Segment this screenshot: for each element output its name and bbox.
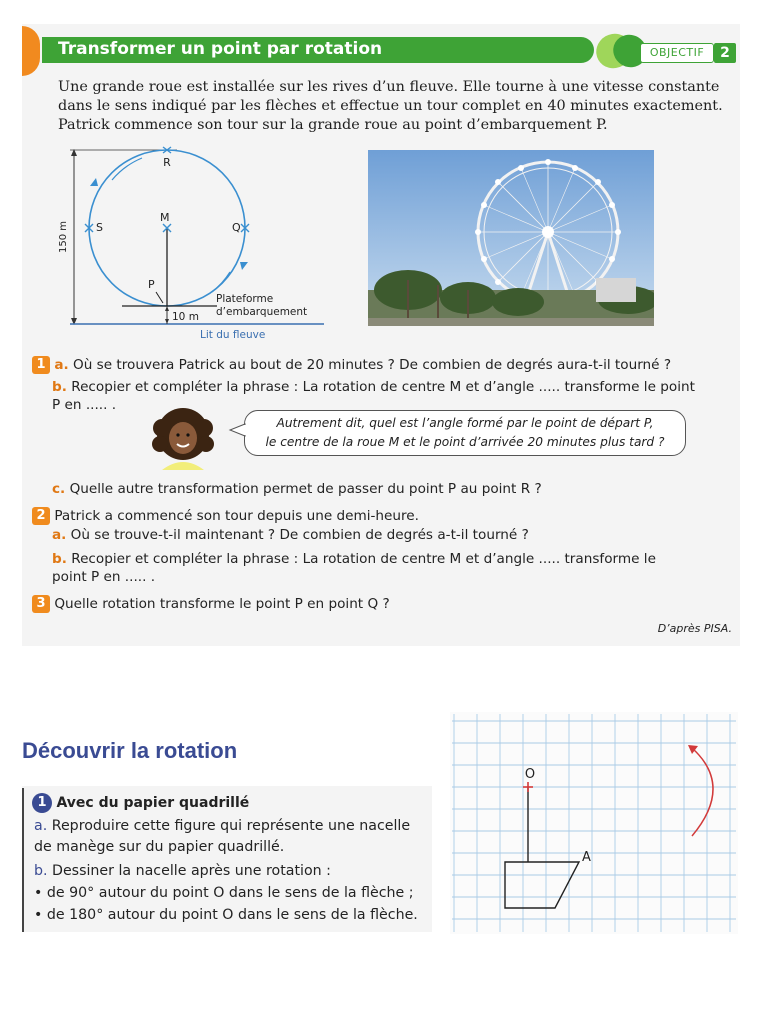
activity-bullet: • de 180° autour du point O dans le sens de la flèche. <box>34 907 418 923</box>
sub-letter: b. <box>34 863 48 879</box>
gondola-grid-figure <box>452 714 736 932</box>
intro-line: Une grande roue est installée sur les rives d’un fleuve. Elle tourne à une vitesse constante <box>58 79 720 95</box>
sub-letter: a. <box>34 818 48 834</box>
sub-letter: b. <box>52 379 67 395</box>
question-number-badge: 2 <box>32 507 50 525</box>
question-text: Patrick a commencé son tour depuis une demi-heure. <box>54 508 419 524</box>
question-1a <box>32 356 671 374</box>
rotation-arrow-icon <box>692 748 713 836</box>
activity-title-text: Avec du papier quadrillé <box>56 795 250 811</box>
question-2b-cont: point P en ..... . <box>52 569 156 585</box>
question-2a <box>52 526 529 544</box>
question-number-badge: 1 <box>32 356 50 374</box>
question-text: Quelle rotation transforme le point P en point Q ? <box>54 596 390 612</box>
label-S: S <box>96 221 103 234</box>
activity-text: Reproduire cette figure qui représente une nacelle <box>51 818 411 834</box>
question-2b <box>52 550 656 568</box>
river-label: Lit du fleuve <box>200 329 266 341</box>
activity-body <box>34 816 434 926</box>
question-number-badge: 3 <box>32 595 50 613</box>
label-M: M <box>160 211 170 224</box>
source-credit: D’après PISA. <box>657 622 732 635</box>
small-arrow-down-icon <box>165 319 169 324</box>
objectif-label: OBJECTIF <box>640 43 714 63</box>
question-text: Où se trouvera Patrick au bout de 20 minutes ? De combien de degrés aura-t-il tourné ? <box>73 357 672 373</box>
section-title: Transformer un point par rotation <box>58 39 383 59</box>
activity-line <box>34 816 434 837</box>
question-1b <box>52 378 695 396</box>
intro-line: dans le sens indiqué par les flèches et effectue un tour complet en 40 minutes exactement. <box>58 98 723 114</box>
activity-title <box>32 793 249 813</box>
title-bar <box>42 37 594 63</box>
activity-line <box>34 861 434 882</box>
bubble-line: Autrement dit, quel est l’angle formé par le point de départ P, <box>276 416 654 430</box>
sub-letter: a. <box>52 527 67 543</box>
activity-text: Dessiner la nacelle après une rotation : <box>52 863 331 879</box>
label-A: A <box>582 850 591 865</box>
question-3 <box>32 595 390 613</box>
arrowhead-icon <box>90 178 98 186</box>
section-heading: Découvrir la rotation <box>22 738 238 763</box>
sub-letter: b. <box>52 551 67 567</box>
platform-label: d’embarquement <box>216 306 308 318</box>
point-O-marker <box>523 782 533 792</box>
question-text: Recopier et compléter la phrase : La rotation de centre M et d’angle ..... transforme le <box>71 551 656 567</box>
sub-letter: a. <box>54 357 69 373</box>
activity-line: de manège sur du papier quadrillé. <box>34 839 285 855</box>
offset-label: 10 m <box>172 311 199 323</box>
gondola-shape <box>505 787 579 908</box>
question-1b-cont: P en ..... . <box>52 397 117 413</box>
student-avatar <box>148 406 218 470</box>
question-text: Où se trouve-t-il maintenant ? De combien de degrés a-t-il tourné ? <box>70 527 529 543</box>
question-text: Recopier et compléter la phrase : La rotation de centre M et d’angle ..... transforme le point <box>71 379 695 395</box>
arrowhead-icon <box>240 262 248 270</box>
rotation-arrow-icon <box>212 272 230 292</box>
bubble-tail <box>228 422 248 438</box>
sub-letter: c. <box>52 481 66 497</box>
intro-line: Patrick commence son tour sur la grande roue au point d’embarquement P. <box>58 117 608 133</box>
height-label: 150 m <box>58 220 69 254</box>
objectif-badge <box>640 43 738 63</box>
label-O: O <box>524 767 536 782</box>
ferris-wheel-photo <box>368 150 654 326</box>
activity-number-badge: 1 <box>32 793 52 813</box>
label-P: P <box>148 278 155 291</box>
question-2 <box>32 507 419 525</box>
objectif-number: 2 <box>714 43 736 63</box>
platform-label: Plateforme <box>216 293 274 305</box>
speech-bubble <box>244 410 686 456</box>
ferris-wheel-diagram <box>52 146 342 342</box>
question-text: Quelle autre transformation permet de passer du point P au point R ? <box>69 481 542 497</box>
intro-text <box>58 78 740 135</box>
activity-bullet: • de 90° autour du point O dans le sens de la flèche ; <box>34 885 414 901</box>
label-Q: Q <box>232 221 241 234</box>
p-pointer <box>156 292 163 303</box>
bubble-line: le centre de la roue M et le point d’arrivée 20 minutes plus tard ? <box>265 435 665 449</box>
label-R: R <box>163 156 171 169</box>
question-1c <box>52 480 542 498</box>
card-left-rule <box>22 788 24 932</box>
